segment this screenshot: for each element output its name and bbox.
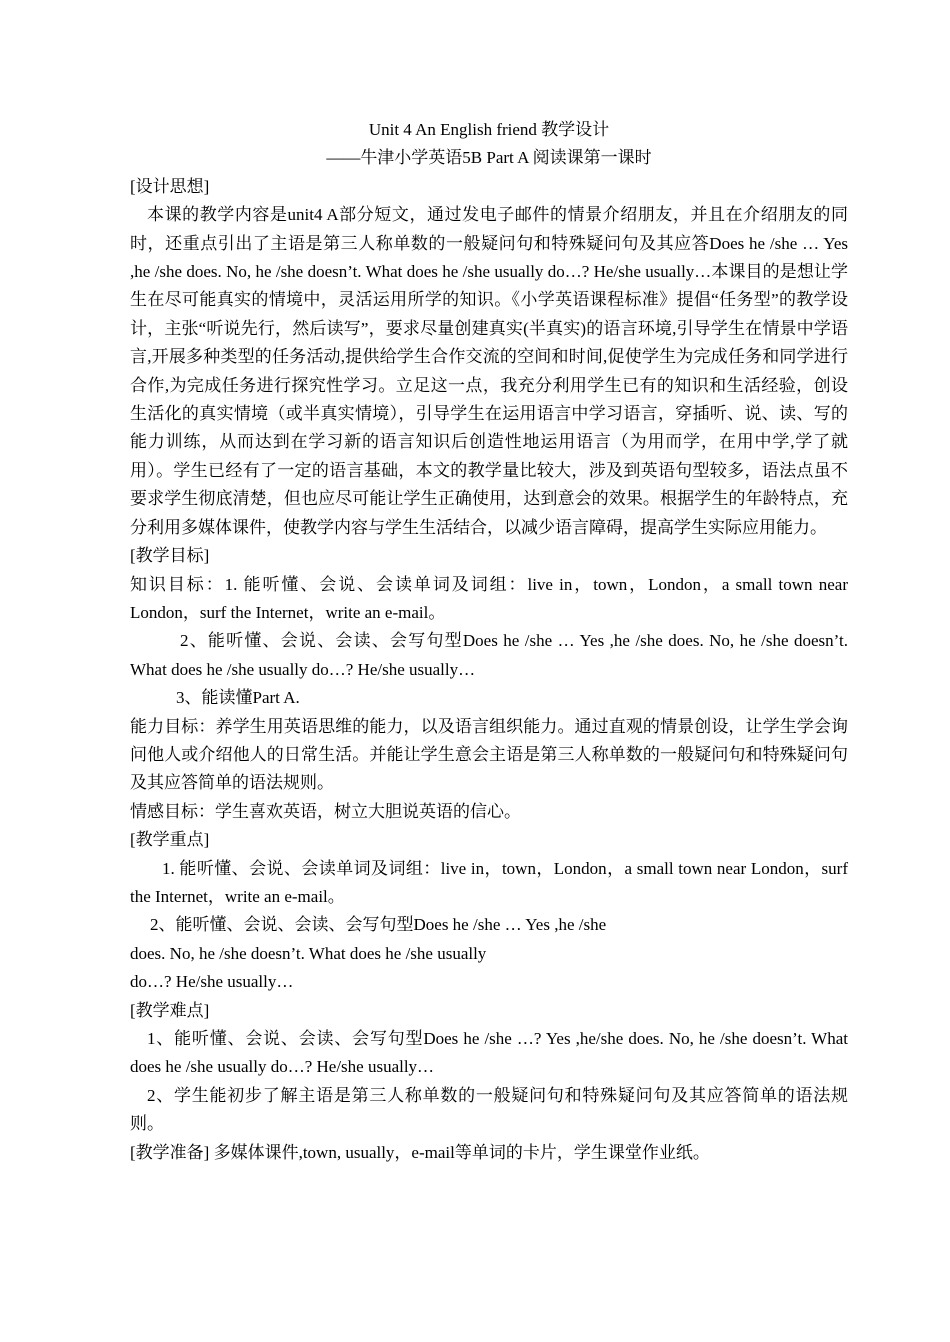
objectives-heading: [教学目标]: [130, 546, 210, 566]
ability-objective: 能力目标：养学生用英语思维的能力，以及语言组织能力。通过直观的情景创设，让学生学会询问他人或介绍他人的日常生活。并能让学生意会主语是第三人称单数的一般疑问句和特殊疑问句及其应答简单的语法规则。: [130, 716, 848, 793]
difficulty-item-2: 2、学生能初步了解主语是第三人称单数的一般疑问句和特殊疑问句及其应答简单的语法规则。: [130, 1085, 848, 1134]
emotion-objective: 情感目标：学生喜欢英语，树立大胆说英语的信心。: [130, 801, 521, 821]
document-subtitle: ——牛津小学英语5B Part A 阅读课第一课时: [326, 148, 652, 168]
difficulty-item-1: 1、能听懂、会说、会读、会写句型Does he /she …? Yes ,he/she does. No, he /she doesn’t. What does he /she usually do…? He/she usually…: [130, 1029, 848, 1077]
document-title: Unit 4 An English friend 教学设计: [368, 120, 610, 139]
focus-item-2-line-2: does. No, he /she doesn’t. What does he /she usually: [130, 943, 487, 963]
preparation-text: [教学准备] 多媒体课件,town, usually，e-mail等单词的卡片，学生课堂作业纸。: [130, 1142, 710, 1162]
knowledge-objective-3: 3、能读懂Part A.: [176, 688, 300, 708]
focus-heading: [教学重点]: [130, 830, 210, 850]
design-paragraph: 本课的教学内容是unit4 A部分短文，通过发电子邮件的情景介绍朋友，并且在介绍朋友的同时，还重点引出了主语是第三人称单数的一般疑问句和特殊疑问句及其应答Does he /she … Yes ,he /she does. No, he /she doesn’t. What does he /she usually do…? He/she usually…本课目的是想让学生在尽可能真实的情境中，灵活运用所学的知识。《小学英语课程标准》提倡“任务型”的教学设计，主张“听说先行，然后读写”，要求尽量创建真实(半真实)的语言环境,引导学生在情景中学语言,开展多种类型的任务活动,提供给学生合作交流的空间和时间,促使学生为完成任务和同学进行合作,为完成任务进行探究性学习。立足这一点，我充分利用学生已有的知识和生活经验，创设生活化的真实情境（或半真实情境），引导学生在运用语言中学习语言，穿插听、说、读、写的能力训练，从而达到在学习新的语言知识后创造性地运用语言（为用而学，在用中学,学了就用）。学生已经有了一定的语言基础，本文的教学量比较大，涉及到英语句型较多，语法点虽不要求学生彻底清楚，但也应尽可能让学生正确使用，达到意会的效果。根据学生的年龄特点，充分利用多媒体课件，使教学内容与学生生活结合，以减少语言障碍，提高学生实际应用能力。: [130, 205, 848, 537]
focus-item-2-line-1: 2、能听懂、会说、会读、会写句型Does he /she … Yes ,he /she: [150, 915, 607, 935]
document-page: [130, 116, 848, 1167]
difficulty-heading: [教学难点]: [130, 1000, 210, 1020]
design-heading: [设计思想]: [130, 176, 210, 196]
knowledge-objective-1: 知识目标：1. 能听懂、会说、会读单词及词组：live in，town，London，a small town near London，surf the Internet，write an e-mail。: [130, 574, 848, 622]
focus-item-2-line-3: do…? He/she usually…: [130, 972, 294, 992]
knowledge-objective-2: 2、能听懂、会说、会读、会写句型Does he /she … Yes ,he /she does. No, he /she doesn’t. What does he /she usually do…? He/she usually…: [130, 631, 848, 679]
focus-item-1: 1. 能听懂、会说、会读单词及词组：live in，town，London，a small town near London，surf the Internet，write an e-mail。: [130, 858, 848, 906]
